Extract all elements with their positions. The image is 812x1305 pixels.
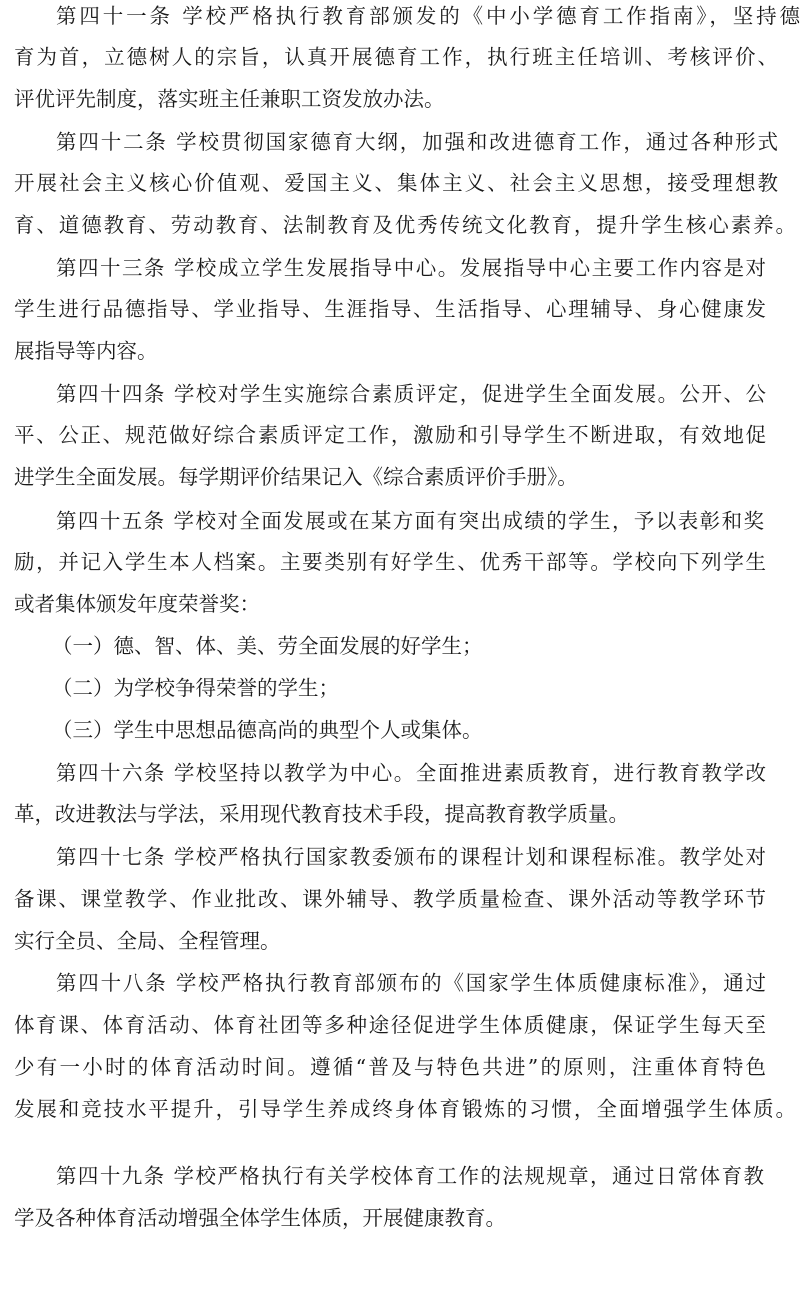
text-line: 育为首，立德树人的宗旨，认真开展德育工作，执行班主任培训、考核评价、 bbox=[14, 45, 778, 69]
text-line: 第四十一条 学校严格执行教育部颁发的《中小学德育工作指南》，坚持德 bbox=[56, 4, 800, 28]
text-line: 第四十三条 学校成立学生发展指导中心。发展指导中心主要工作内容是对 bbox=[56, 256, 766, 280]
text-line: 发展和竞技水平提升，引导学生养成终身体育锻炼的习惯，全面增强学生体质。 bbox=[14, 1097, 796, 1121]
text-line: 评优评先制度，落实班主任兼职工资发放办法。 bbox=[14, 87, 445, 111]
text-line: 平、公正、规范做好综合素质评定工作，激励和引导学生不断进取，有效地促 bbox=[14, 423, 766, 447]
text-line: 学及各种体育活动增强全体学生体质，开展健康教育。 bbox=[14, 1206, 506, 1230]
text-line: 开展社会主义核心价值观、爱国主义、集体主义、社会主义思想，接受理想教 bbox=[14, 171, 778, 195]
text-line: 少有一小时的体育活动时间。遵循“普及与特色共进”的原则，注重体育特色 bbox=[14, 1055, 766, 1079]
list-item: （三）学生中思想品德高尚的典型个人或集体。 bbox=[52, 718, 483, 742]
text-line: 实行全员、全局、全程管理。 bbox=[14, 929, 281, 953]
text-line: 或者集体颁发年度荣誉奖： bbox=[14, 592, 260, 616]
list-item: （一）德、智、体、美、劳全面发展的好学生； bbox=[52, 634, 483, 658]
text-line: 第四十八条 学校严格执行教育部颁布的《国家学生体质健康标准》，通过 bbox=[56, 971, 766, 995]
text-line: 学生进行品德指导、学业指导、生涯指导、生活指导、心理辅导、身心健康发 bbox=[14, 297, 766, 321]
text-line: 第四十七条 学校严格执行国家教委颁布的课程计划和课程标准。教学处对 bbox=[56, 845, 766, 869]
text-line: 进学生全面发展。每学期评价结果记入《综合素质评价手册》。 bbox=[14, 465, 578, 489]
text-line: 第四十二条 学校贯彻国家德育大纲，加强和改进德育工作，通过各种形式 bbox=[56, 130, 778, 154]
text-line: 展指导等内容。 bbox=[14, 339, 158, 363]
text-line: 革，改进教法与学法，采用现代教育技术手段，提高教育教学质量。 bbox=[14, 802, 629, 826]
text-line: 育、道德教育、劳动教育、法制教育及优秀传统文化教育，提升学生核心素养。 bbox=[14, 213, 796, 237]
text-line: 第四十五条 学校对全面发展或在某方面有突出成绩的学生，予以表彰和奖 bbox=[56, 509, 764, 533]
text-line: 第四十六条 学校坚持以教学为中心。全面推进素质教育，进行教育教学改 bbox=[56, 761, 766, 785]
text-line: 励，并记入学生本人档案。主要类别有好学生、优秀干部等。学校向下列学生 bbox=[14, 550, 766, 574]
text-line: 第四十九条 学校严格执行有关学校体育工作的法规规章，通过日常体育教 bbox=[56, 1164, 764, 1188]
list-item: （二）为学校争得荣誉的学生； bbox=[52, 676, 339, 700]
text-line: 第四十四条 学校对学生实施综合素质评定，促进学生全面发展。公开、公 bbox=[56, 382, 766, 406]
text-line: 体育课、体育活动、体育社团等多种途径促进学生体质健康，保证学生每天至 bbox=[14, 1013, 766, 1037]
text-line: 备课、课堂教学、作业批改、课外辅导、教学质量检查、课外活动等教学环节 bbox=[14, 887, 766, 911]
